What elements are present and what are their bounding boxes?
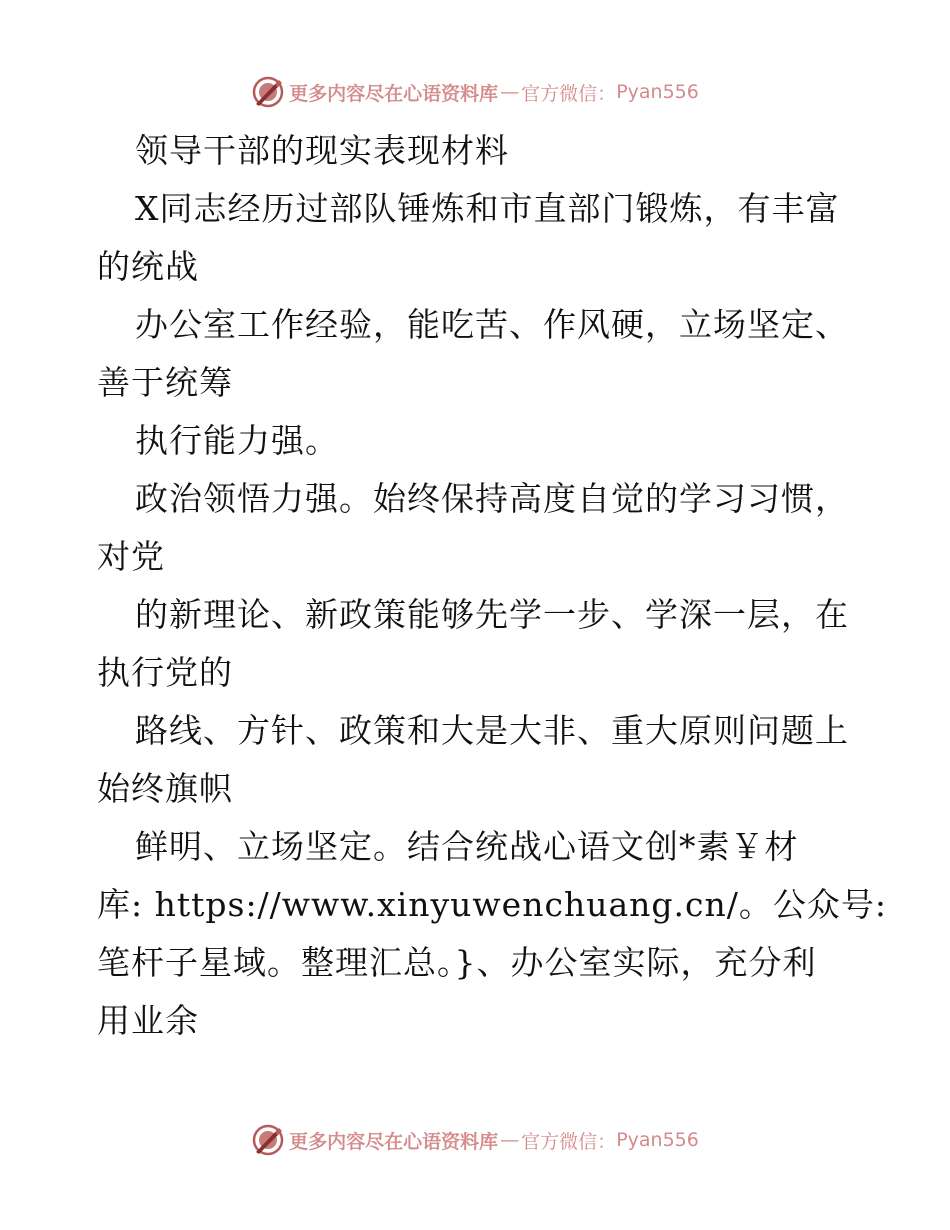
watermark-text: 更多内容尽在心语资料库: [289, 82, 499, 105]
document-line: 笔杆子星域。整理汇总。}、办公室实际，充分利: [97, 943, 817, 982]
watermark-separator: —: [500, 81, 520, 103]
document-line: 对党: [97, 537, 165, 576]
document-line: 鲜明、立场坚定。结合统战心语文创*素￥材: [135, 827, 799, 866]
pen-seal-logo-icon: [251, 1123, 285, 1157]
watermark-text: 更多内容尽在心语资料库: [289, 1130, 499, 1153]
document-line: 用业余: [97, 1001, 199, 1040]
document-line: 执行能力强。: [135, 421, 339, 460]
watermark-separator: —: [500, 1129, 520, 1151]
watermark-wechat-id: Pyan556: [616, 1129, 699, 1151]
watermark-wechat-label: 官方微信：: [521, 82, 617, 105]
document-line: 执行党的: [97, 653, 233, 692]
header-watermark: [0, 72, 950, 112]
document-line: 路线、方针、政策和大是大非、重大原则问题上: [135, 711, 849, 750]
document-line: 的统战: [97, 247, 199, 286]
watermark-wechat-label: 官方微信：: [521, 1130, 617, 1153]
document-line: 办公室工作经验，能吃苦、作风硬，立场坚定、: [135, 305, 849, 344]
document-line: 领导干部的现实表现材料: [135, 131, 509, 170]
pen-seal-logo-icon: [251, 75, 285, 109]
footer-watermark: [0, 1120, 950, 1160]
document-line: X同志经历过部队锤炼和市直部门锻炼，有丰富: [135, 189, 840, 228]
document-line: 始终旗帜: [97, 769, 233, 808]
document-line: 政治领悟力强。始终保持高度自觉的学习习惯，: [135, 479, 849, 518]
document-line: 的新理论、新政策能够先学一步、学深一层，在: [135, 595, 849, 634]
document-line: 善于统筹: [97, 363, 233, 402]
document-body: [97, 122, 887, 1050]
watermark-wechat-id: Pyan556: [616, 81, 699, 103]
document-line: 库: https://www.xinyuwenchuang.cn/。公众号:: [97, 885, 887, 924]
